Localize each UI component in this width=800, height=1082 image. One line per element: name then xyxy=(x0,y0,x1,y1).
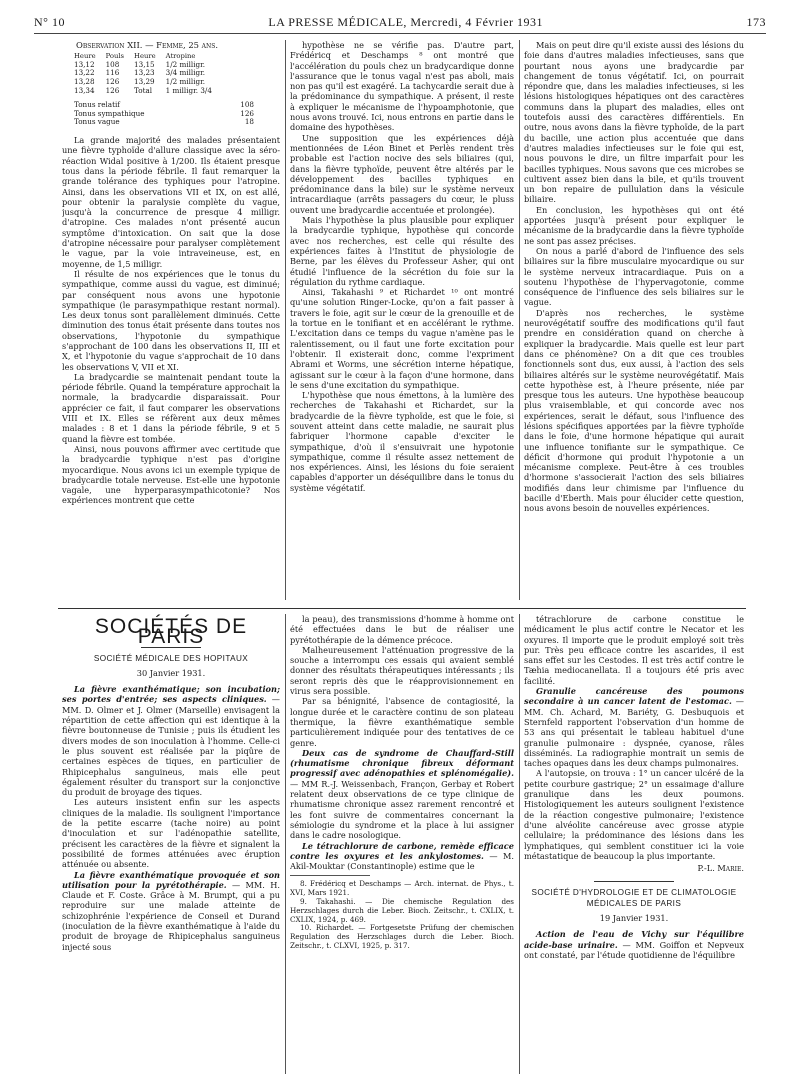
article-column-1 xyxy=(62,40,280,585)
report-paragraph xyxy=(290,696,514,747)
paragraph: On nous a parlé d'abord de l'influence des sels biliaires sur la fibre musculaire myocardique ou sur le système nerveux intracardiaque. Puis on a soutenu l'hypothèse de l'hypervagotonie, comme conséquence de l'influence des sels biliaires sur le vague. xyxy=(524,245,744,308)
report-text: — MM. Ch. Achard, M. Bariéty, G. Desbuquois et Sternfeld rapportent l'observation d'un homme de 53 ans qui présentait le tableau habituel d'une granulie pulmonaire : dyspnée, cyanose, râles disséminés. La radiographie montrait un semis de taches opaques dans les deux champs pulmonaires. xyxy=(524,696,744,769)
paragraph: La bradycardie se maintenait pendant toute la période fébrile. Quand la température approchait la normale, la bradycardie disparaissait. Pour apprécier ce fait, il faut comparer les observations VIII et IX. Elles se réfèrent aux deux mêmes malades : 8 et 1 dans la période fébrile, 9 et 5 quand la fièvre est tombée. xyxy=(62,371,280,444)
table-header: Heure xyxy=(134,52,156,61)
paragraph: D'après nos recherches, le système neurovégétatif souffre des modifications qu'il faut prendre en considération quand on cherche à expliquer la bradycardie. Mais quelle est leur part dans ce phénomène? On a dit que ces troubles fonctionnels sont dus, eux aussi, à l'action des sels biliaires altérés sur le système neurovégétatif. Mais cette hypothèse est, à l'heure présente, niée par presque tous les auteurs. Une hypothèse beaucoup plus vraisemblable, et qui concorde avec nos expériences, serait le défaut, sous l'influence des lésions spécifiques apportées par la fièvre typhoïde dans le foie, d'une hormone hépatique qui aurait une influence tonifiante sur le sympathique. Ce déficit d'hormone qui produit l'hypotonie a un mécanisme complexe. Peut-être à ces troubles d'hormone s'associerait l'action des sels biliaires modifiés dans leur chimisme par l'influence du bacille d'Eberth. Mais pour élucider cette question, nous avons besoin de nouvelles expériences. xyxy=(524,307,744,514)
column-divider xyxy=(519,40,520,600)
tonus-label: Tonus relatif xyxy=(74,100,120,110)
report-heading: Action de l'eau de Vichy sur l'équilibre acide-base urinaire. xyxy=(524,929,744,950)
page-number: 173 xyxy=(746,14,766,29)
report-paragraph xyxy=(290,841,514,872)
footnotes xyxy=(290,880,514,950)
table-cell: 13,28 xyxy=(74,77,95,87)
paragraph: Ainsi, Takahashi ⁹ et Richardet ¹⁰ ont montré qu'une solution Ringer-Locke, qu'on a fait passer à travers le foie, agit sur le cœur de la grenouille et de la tortue en le tonifiant et en accélérant le rythme. L'excitation dans ce temps du vague n'amène pas le ralentissement, ou il faut une forte excitation pour l'obtenir. Il existerait donc, comme l'expriment Abrami et Worms, une sécrétion interne hépatique, agissant sur le cœur à la façon d'une hormone, dans le sens d'une excitation du sympathique. xyxy=(290,287,514,390)
report-paragraph xyxy=(290,748,514,841)
report-text: Les auteurs insistent enfin sur les aspects cliniques de la maladie. Ils soulignent l'importance de la petite escarre (tache noire) au point d'inoculation et sur l'adénopathie satellite, précisent les caractères de la fièvre et signalent la possibilité de formes atténuées avec éruption atténuée ou absente. xyxy=(62,797,280,870)
tonus-value: 126 xyxy=(240,108,254,118)
table-cell: 13,22 xyxy=(74,68,95,78)
table-cell: 13,23 xyxy=(134,68,155,78)
report-heading: Granulie cancéreuse des poumons secondaire à un cancer latent de l'estomac. xyxy=(524,686,744,707)
report-paragraph xyxy=(524,768,744,861)
tonus-value: 108 xyxy=(240,100,254,110)
society-rule xyxy=(594,881,674,882)
report-paragraph xyxy=(62,684,280,797)
journal-title: LA PRESSE MÉDICALE, Mercredi, 4 Février 1931 xyxy=(268,14,544,29)
report-paragraph xyxy=(524,614,744,686)
society-name: SOCIÉTÉ D'HYDROLOGIE ET DE CLIMATOLOGIE MÉDICALES DE PARIS xyxy=(531,888,737,908)
table-cell: 13,12 xyxy=(74,59,95,69)
session-date: 19 Janvier 1931. xyxy=(599,913,669,924)
report-paragraph xyxy=(524,929,744,960)
report-text: — MM. D. Olmer et J. Olmer (Marseille) envisagent la répartition de cette affection qui est identique à la fièvre boutonneuse de Tunisie ; puis ils étudient les divers modes de son inoculation à l'homme. Celle-ci le plus souvent est réalisée par la piqûre de certaines espèces de tiques, en particulier de Rhipicephalus sanguineus, mais elle peut également résulter du transport sur la conjonctive du produit de broyage des tiques. xyxy=(62,694,280,798)
society-name: SOCIÉTÉ MÉDICALE DES HOPITAUX xyxy=(93,653,249,663)
paragraph: Mais l'hypothèse la plus plausible pour expliquer la bradycardie typhique, hypothèse qui concorde avec nos recherches, est celle qui résulte des expériences faites à l'Institut de physiologie de Berne, par les élèves du Professeur Asher, qui ont étudié l'influence de la sécrétion du foie sur la régulation du rythme cardiaque. xyxy=(290,215,514,287)
table-header: Pouls xyxy=(105,52,125,61)
signature: P.-L. Marie. xyxy=(697,863,744,874)
report-paragraph xyxy=(290,645,514,696)
table-cell: 126 xyxy=(105,85,120,95)
table-cell: Total xyxy=(134,85,153,95)
paragraph: 10. Richardet. — Fortgesetste Prüfung der chemischen Regulation des Herzschlages durch die Leber. Bioch. Zeitschr., t. CLXVI, 1925, p. 317. xyxy=(290,923,514,950)
report-paragraph xyxy=(524,686,744,768)
report-text: tétrachlorure de carbone constitue le médicament le plus actif contre le Necator et les oxyures. Il importe que le produit employé soit très pur. Très peu efficace contre les ascarides, il est sans effet sur les Cestodes. Il est très actif contre le Tæhia mediocanellata. Il a toujours été pris avec facilité. xyxy=(524,614,744,686)
paragraph: En conclusion, les hypothèses qui ont été apportées jusqu'à présent pour expliquer le mécanisme de la bradycardie dans la fièvre typhoïde ne sont pas assez précises. xyxy=(524,204,744,246)
societes-column-1 xyxy=(62,614,280,1074)
column-divider xyxy=(519,614,520,1074)
article-text xyxy=(62,135,280,506)
footnote-rule xyxy=(290,875,370,876)
table-cell: 13,29 xyxy=(134,77,155,87)
article-text xyxy=(290,40,514,493)
column-divider xyxy=(285,614,286,1074)
tonus-row xyxy=(74,118,254,127)
table-cell: 13,15 xyxy=(134,59,155,69)
paragraph: La grande majorité des malades présentaient une fièvre typhoïde d'allure classique avec la séro-réaction Widal positive à 1/200. Ils étaient presque tous dans la période fébrile. Il faut remarquer la grande tolérance des typhiques pour l'atropine. Ainsi, dans les observations VII et IX, on est allé, pour obtenir la paralysie complète du vague, jusqu'à la concurrence de presque 4 milligr. d'atropine. Ces malades n'ont présenté aucun symptôme d'intoxication. On sait que la dose d'atropine nécessaire pour paralyser complètement le vague, par la voie intraveineuse, est, en moyenne, de 1,5 milligr. xyxy=(62,135,280,269)
societes-column-2 xyxy=(290,614,514,1074)
table-cell: 3/4 milligr. xyxy=(165,68,206,78)
tonus-label: Tonus sympathique xyxy=(74,108,145,118)
society-reports xyxy=(290,614,514,871)
article-text xyxy=(524,40,744,514)
society-reports xyxy=(524,614,744,861)
header-rule xyxy=(34,33,766,34)
observation-title: Observation XII. — Femme, 25 ans. xyxy=(76,40,219,50)
societes-column-3 xyxy=(524,614,744,1074)
issue-number: N° 10 xyxy=(34,14,65,29)
report-heading: Le tétrachlorure de carbone, remède efficace contre les oxyures et les ankylostomes. xyxy=(290,840,514,861)
column-divider xyxy=(285,40,286,600)
observation-table xyxy=(70,52,218,95)
section-title: SOCIÉTÉS DE PARIS xyxy=(94,615,248,649)
report-heading: La fièvre exanthématique provoquée et son utilisation pour la pyrétothérapie. xyxy=(62,869,280,890)
page-header xyxy=(34,14,766,30)
paragraph: Il résulte de nos expériences que le tonus du sympathique, comme aussi du vague, est diminué; par conséquent nous avons une hypotonie sympathique (le parasympathique restant normal). Les deux tonus sont parallèlement diminués. Cette diminution des tonus était présente dans toutes nos observations, l'hypotonie du sympathique s'approchant de 100 dans les observations II, III et X, et l'hypotonie du vague s'approchait de 10 dans les observations V, VII et XI. xyxy=(62,268,280,372)
report-paragraph xyxy=(62,870,280,952)
report-text: Par sa bénignité, l'absence de contagiosité, la longue durée et le caractère continu de son plateau thermique, la fièvre exanthématique semble particulièrement indiquée pour des tentatives de ce genre. xyxy=(290,696,514,748)
report-heading: Deux cas de syndrome de Chauffard-Still (rhumatisme chronique fibreux déformant progressif avec adénopathies et splénomégalie). xyxy=(290,747,514,779)
table-cell: 108 xyxy=(105,59,120,69)
paragraph: hypothèse ne se vérifie pas. D'autre part, Frédéricq et Deschamps ⁸ ont montré que l'accélération du pouls chez un bradycardique donne l'assurance que le tonus vagal n'est pas aboli, mais non pas qu'il est exagéré. La tachycardie serait due à la prédominance du sympathique. A présent, il reste à expliquer le mécanisme de l'hypoamphotonie, que nous avons trouvé. Ici, nous entrons en partie dans le domaine des hypothèses. xyxy=(290,40,514,133)
report-paragraph xyxy=(62,797,280,869)
report-text: la peau), des transmissions d'homme à homme ont été effectuées dans le but de réaliser une pyrétothérapie de la démence précoce. xyxy=(290,614,514,645)
report-heading: La fièvre exanthématique; son incubation; ses portes d'entrée; ses aspects cliniques. xyxy=(62,684,280,705)
table-cell: 1/2 milligr. xyxy=(165,59,206,69)
table-row xyxy=(70,87,218,96)
paragraph: 8. Frédéricq et Deschamps — Arch. internat. de Phys., t. XVI, Mars 1921. xyxy=(290,879,514,898)
article-column-2 xyxy=(290,40,514,600)
table-header: Atropine xyxy=(165,52,196,61)
report-paragraph xyxy=(290,614,514,645)
paragraph: Ainsi, nous pouvons affirmer avec certitude que la bradycardie typhique n'est pas d'origine myocardique. Nous avons ici un exemple typique de bradycardie totale nerveuse. Est-elle une hypotonie vagale, une hyperparasympathicotonie? Nos expériences montrent que cette xyxy=(62,443,280,506)
title-rule xyxy=(141,647,201,648)
report-text: — MM. Goiffon et Nepveux ont constaté, par l'étude quotidienne de l'équilibre xyxy=(524,939,744,960)
report-text: — MM R.-J. Weissenbach, Françon, Gerbay et Robert relatent deux observations de ce type clinique de rhumatisme chronique assez rarement rencontré et les font suivre de commentaires concernant la sémiologie du syndrome et la place à lui assigner dans le cadre nosologique. xyxy=(290,778,514,841)
society-reports xyxy=(524,929,744,960)
table-cell: 1 milligr. 3/4 xyxy=(165,85,212,95)
session-date: 30 Janvier 1931. xyxy=(136,667,206,678)
report-text: Malheureusement l'atténuation progressive de la souche a interrompu ces essais qui avaient semblé donner des résultats thérapeutiques intéressants ; ils seront repris dès que le réapprovisionnement en virus sera possible. xyxy=(290,644,514,697)
report-text: — MM. H. Claude et F. Coste. Grâce à M. Brumpt, qui a pu reproduire sur une malade atteinte de schizophrénie l'expérience de Conseil et Durand (inoculation de la fièvre exanthématique à l'aide du produit de broyage de Rhipicephalus sanguineus injecté sous xyxy=(62,879,280,952)
table-cell: 116 xyxy=(105,68,120,78)
table-cell: 126 xyxy=(105,77,120,87)
paragraph: 9. Takahashi. — Die chemische Regulation des Herzschlages durch die Leber. Bioch. Zeitschr., t. CXLIX, t. CXLIX, 1924, p. 469. xyxy=(290,897,514,924)
report-text: — M. Akil-Mouktar (Constantinople) estime que le xyxy=(290,850,514,872)
table-cell: 13,34 xyxy=(74,85,95,95)
table-header: Heure xyxy=(74,52,96,61)
article-column-3 xyxy=(524,40,744,600)
report-text: A l'autopsie, on trouva : 1° un cancer ulcéré de la petite courbure gastrique; 2° un essaimage d'allure granulique dans les deux poumons. Histologiquement les auteurs soulignent l'existence de la réaction congestive pulmonaire; l'existence d'une alvéolite cancéreuse avec grosse atypie cellulaire; la prédominance des lésions dans les lymphatiques, qui semblent constituer ici la voie métastatique de beaucoup la plus importante. xyxy=(524,768,744,861)
tonus-value: 18 xyxy=(244,117,254,127)
paragraph: L'hypothèse que nous émettons, à la lumière des recherches de Takahashi et Richardet, sur la bradycardie de la fièvre typhoïde, est que le foie, si souvent atteint dans cette maladie, ne saurait plus fabriquer l'hormone capable d'exciter le sympathique, d'où il s'ensuivrait une hypotonie sympathique, comme il résulte assez nettement de nos expériences. Ainsi, les lésions du foie seraient capables d'apporter un déséquilibre dans le tonus du système végétatif. xyxy=(290,390,514,493)
paragraph: Mais on peut dire qu'il existe aussi des lésions du foie dans d'autres maladies infectieuses, sans que pourtant nous ayons une bradycardie par changement de tonus végétatif. Ici, on pourrait répondre que, dans les maladies infectieuses, si les lésions histologiques hépatiques ont des caractères communs dans la plupart des maladies, elles ont toutefois aussi des caractères différentiels. En outre, nous avons dans la fièvre typhoïde, de la part du bacille, une action plus accentuée que dans d'autres maladies infectieuses sur le foie qui est, nous pouvons le dire, un filtre imparfait pour les bacilles typhiques. Nous savons que ces microbes se cultivent assez bien dans la bile, et qu'ils trouvent un bon repaire de pullulation dans la vésicule biliaire. xyxy=(524,40,744,205)
table-cell: 1/2 milligr. xyxy=(165,77,206,87)
paragraph: Une supposition que les expériences déjà mentionnées de Léon Binet et Perlès rendent très probable est l'action nocive des sels biliaires (qui, dans la fièvre typhoïde, peuvent être altérés par le développement des bacilles typhiques en prédominance dans la bile) sur le système nerveux intracardiaque (arrêts passagers du cœur, le pluss ouvent une bradycardie accentuée et prolongée). xyxy=(290,132,514,215)
section-rule xyxy=(58,608,746,609)
tonus-values xyxy=(74,101,280,127)
tonus-label: Tonus vague xyxy=(74,117,120,127)
society-reports xyxy=(62,684,280,952)
